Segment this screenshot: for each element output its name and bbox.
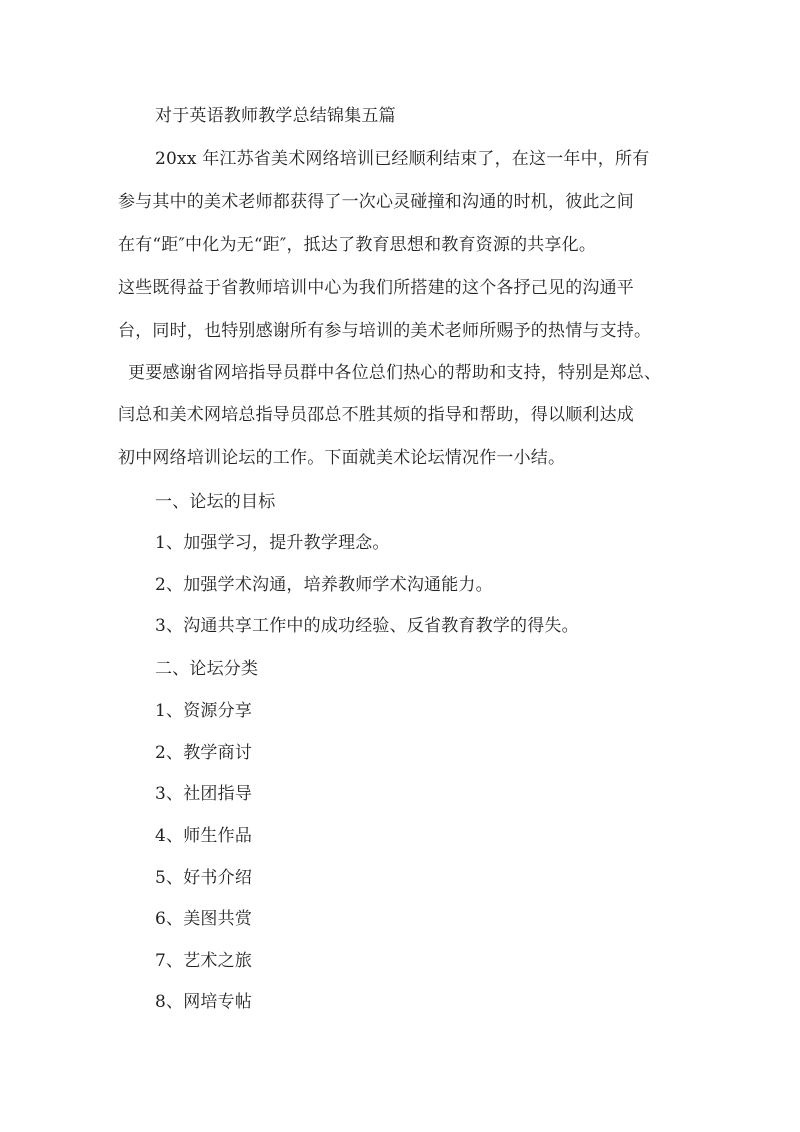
section-2-heading: 二、论坛分类 xyxy=(155,659,259,679)
section-1-item-2: 2、加强学术沟通，培养教师学术沟通能力。 xyxy=(155,575,493,595)
section-1-heading: 一、论坛的目标 xyxy=(155,492,276,512)
section-2-item-5: 5、好书介绍 xyxy=(155,868,253,888)
paragraph-1-line-5: 台，同时，也特别感谢所有参与培训的美术老师所赐予的热情与支持。 xyxy=(118,321,652,341)
section-2-item-6: 6、美图共赏 xyxy=(155,909,253,929)
document-title: 对于英语教师教学总结锦集五篇 xyxy=(155,106,396,126)
paragraph-1-line-4: 这些既得益于省教师培训中心为我们所搭建的这个各抒己见的沟通平 xyxy=(118,278,634,298)
paragraph-2-line-3: 初中网络培训论坛的工作。下面就美术论坛情况作一小结。 xyxy=(118,448,566,468)
section-1-item-3: 3、沟通共享工作中的成功经验、反省教育教学的得失。 xyxy=(155,616,579,636)
paragraph-2-line-1: 更要感谢省网培指导员群中各位总们热心的帮助和支持，特别是郑总、 xyxy=(128,363,662,383)
section-2-item-7: 7、艺术之旅 xyxy=(155,951,253,971)
paragraph-1-line-1: 20xx 年江苏省美术网络培训已经顺利结束了，在这一年中，所有 xyxy=(155,149,650,169)
section-2-item-2: 2、教学商讨 xyxy=(155,743,253,763)
section-2-item-3: 3、社团指导 xyxy=(155,784,253,804)
paragraph-1-line-3: 在有“距″中化为无“距″，抵达了教育思想和教育资源的共享化。 xyxy=(118,235,597,255)
section-1-item-1: 1、加强学习，提升教学理念。 xyxy=(155,533,390,553)
paragraph-1-line-2: 参与其中的美术老师都获得了一次心灵碰撞和沟通的时机，彼此之间 xyxy=(118,192,634,212)
section-2-item-4: 4、师生作品 xyxy=(155,826,253,846)
paragraph-2-line-2: 闫总和美术网培总指导员邵总不胜其烦的指导和帮助，得以顺利达成 xyxy=(118,405,634,425)
section-2-item-8: 8、网培专帖 xyxy=(155,992,253,1012)
section-2-item-1: 1、资源分享 xyxy=(155,701,253,721)
